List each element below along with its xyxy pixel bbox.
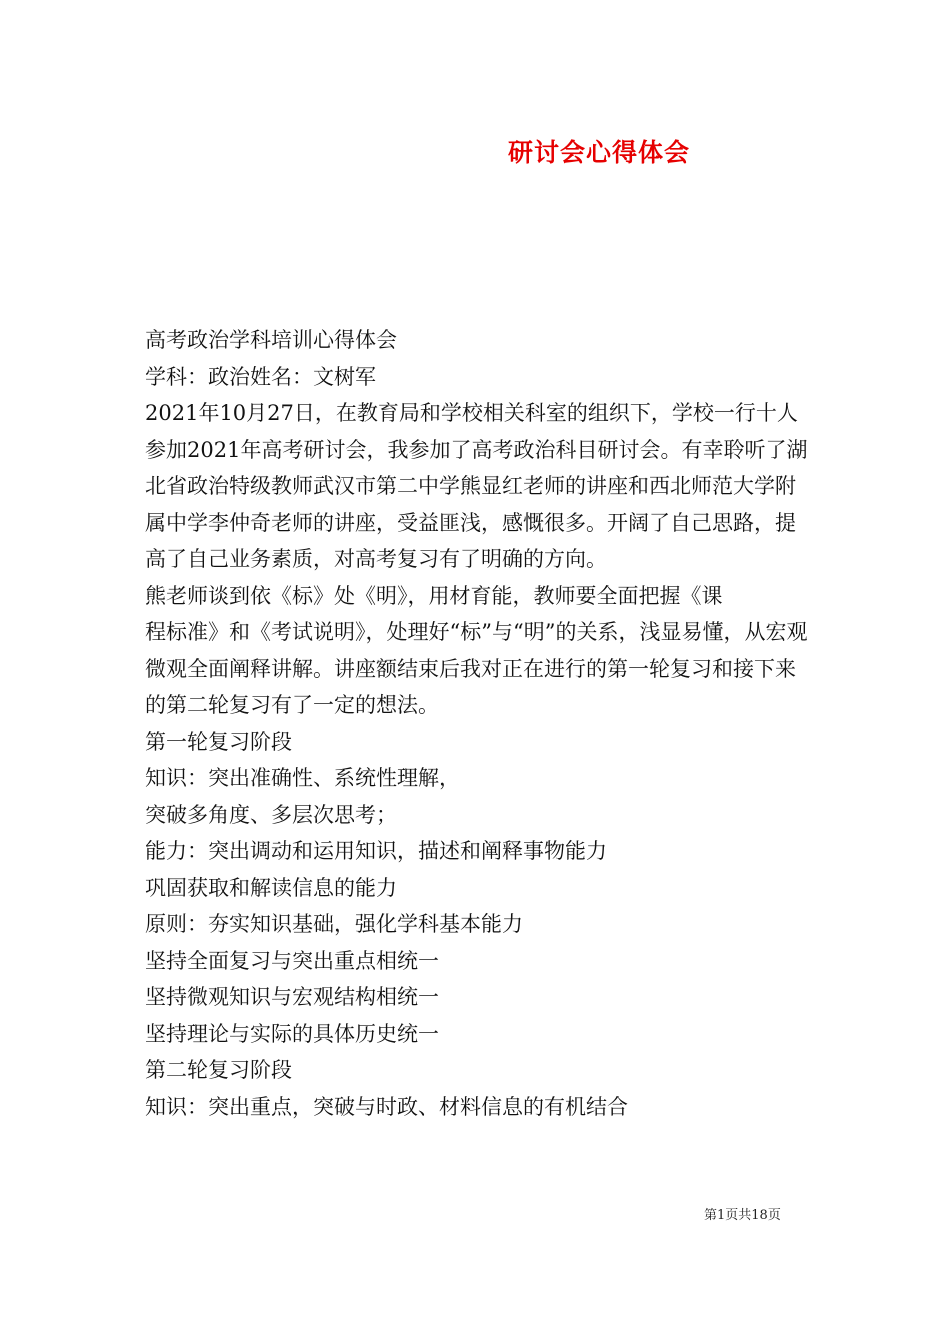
text-line: 坚持理论与实际的具体历史统一 [145,1021,439,1046]
paragraph: 程标准》和《考试说明》，处理好“标”与“明”的关系，浅显易懂，从宏观微观全面阐释讲解。讲座额结束后我对正在进行的第一轮复习和接下来的第二轮复习有了一定的想法。 [145,620,808,717]
text-line: 第二轮复习阶段 [145,1058,292,1082]
text-line: 巩固获取和解读信息的能力 [145,875,397,900]
text-line: 坚持微观知识与宏观结构相统一 [145,985,439,1009]
document-title: 研讨会心得体会 [508,138,691,167]
text-line: 坚持全面复习与突出重点相统一 [145,948,439,973]
text-line: 第一轮复习阶段 [145,729,292,754]
text-line: 突破多角度、多层次思考； [145,802,397,827]
paragraph: 2021年10月27日，在教育局和学校相关科室的组织下，学校一行十人参加2021年高考研讨会，我参加了高考政治科目研讨会。有幸聆听了湖北省政治特级教师武汉市第二中学熊显红老师的讲座和西北师范大学附属中学李仲奇老师的讲座，受益匪浅，感慨很多。开阔了自己思路，提高了自己业务素质，对高考复习有了明确的方向。 [145,401,808,571]
document-body [145,322,810,1125]
text-line: 知识：突出准确性、系统性理解， [145,766,460,790]
text-line: 原则：夯实知识基础，强化学科基本能力 [145,912,523,936]
text-line: 知识：突出重点，突破与时政、材料信息的有机结合 [145,1094,628,1119]
text-line: 能力：突出调动和运用知识，描述和阐释事物能力 [145,839,607,863]
document-subtitle: 高考政治学科培训心得体会 [145,328,397,352]
meta-line: 学科：政治姓名：文树军 [145,364,376,389]
paragraph: 熊老师谈到依《标》处《明》，用材育能，教师要全面把握《课 [145,583,723,608]
page-number: 第1页共18页 [704,1208,781,1223]
